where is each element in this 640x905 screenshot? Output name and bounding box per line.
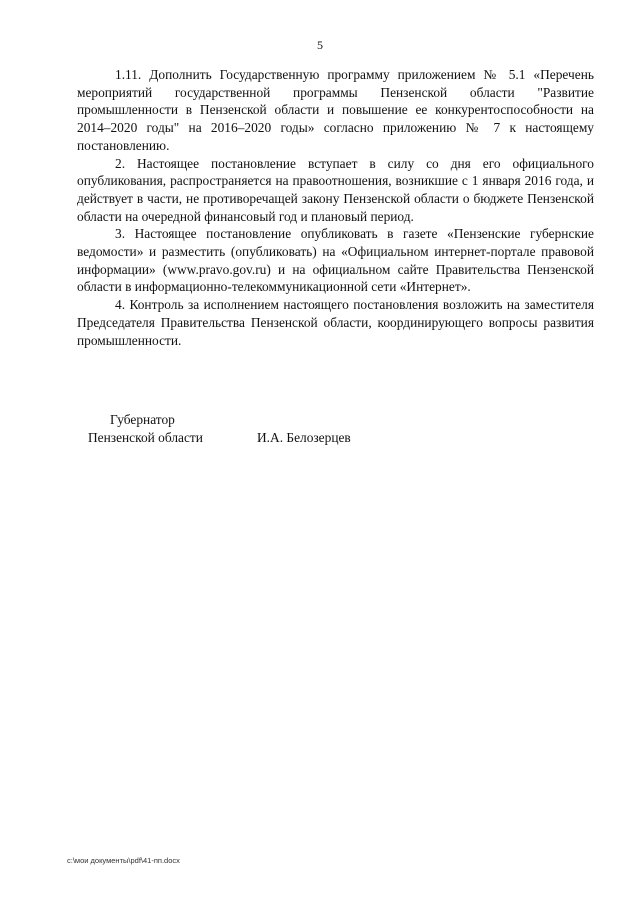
signatory-title: Губернатор	[110, 412, 175, 427]
paragraph-3: 3. Настоящее постановление опубликовать в газете «Пензенские губернские ведомости» и разместить (опубликовать) на «Официальном интернет-портале правовой информации» (www.pravo.gov.ru) и на официальном сайте Правительства Пензенской области в информационно-телекоммуникационной сети «Интернет».	[77, 226, 594, 295]
paragraph-4: 4. Контроль за исполнением настоящего постановления возложить на заместителя Председателя Правительства Пензенской области, координирующего вопросы развития промышленности.	[77, 297, 594, 348]
paragraph-1-11: 1.11. Дополнить Государственную программу приложением № 5.1 «Перечень мероприятий государственной программы Пензенской области "Развитие промышленности в Пензенской области и повышение ее конкурентоспособности на 2014–2020 годы" на 2016–2020 годы» согласно приложению № 7 к настоящему постановлению.	[77, 67, 594, 153]
footer-file-path: c:\мои документы\pdf\41-пп.docx	[67, 856, 180, 865]
document-body	[77, 66, 594, 349]
signatory-region: Пензенской области	[88, 430, 203, 445]
paragraph-2: 2. Настоящее постановление вступает в силу со дня его официального опубликования, распространяется на правоотношения, возникшие с 1 января 2016 года, и действует в части, не противоречащей закону Пензенской области о бюджете Пензенской области на очередной финансовый год и плановый период.	[77, 155, 594, 224]
page-number: 5	[317, 38, 323, 52]
signatory-name: И.А. Белозерцев	[257, 430, 351, 445]
